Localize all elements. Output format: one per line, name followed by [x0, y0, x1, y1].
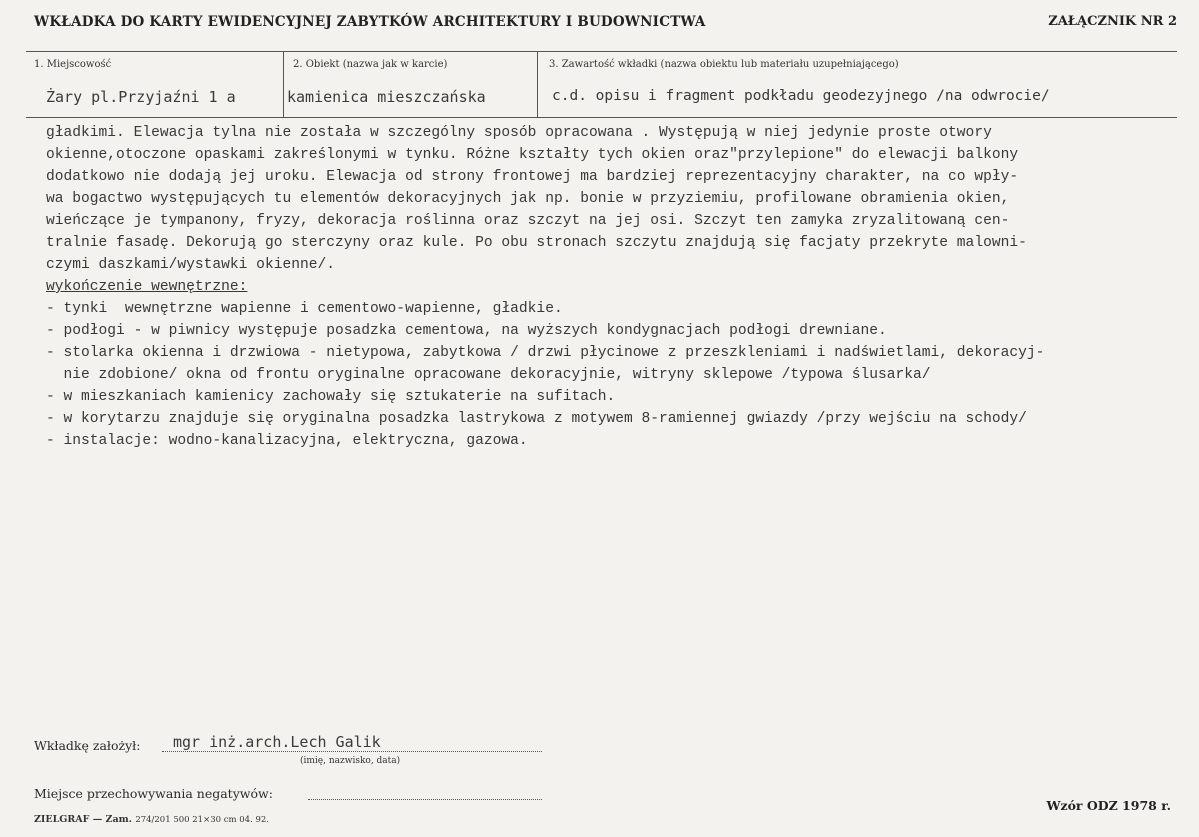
finishing-item: - w korytarzu znajduje się oryginalna posadzka lastrykowa z motywem 8-ramiennej gwiazdy /przy wejściu na schody/: [46, 411, 1027, 427]
author-dotted-line: [162, 751, 542, 752]
author-label: Wkładkę założył:: [34, 738, 141, 753]
object-value: kamienica mieszczańska: [287, 88, 486, 106]
description-line: czymi daszkami/wystawki okienne/.: [46, 257, 336, 273]
form-title: WKŁADKA DO KARTY EWIDENCYJNEJ ZABYTKÓW ARCHITEKTURY I BUDOWNICTWA: [34, 14, 706, 30]
author-value: mgr inż.arch.Lech Galik: [173, 733, 381, 751]
negatives-dotted-line: [308, 799, 542, 800]
locality-label: 1. Miejscowość: [34, 59, 112, 70]
description-line: okienne,otoczone opaskami zakreślonymi w tynku. Różne kształty tych okien oraz"przylepione" do elewacji balkony: [46, 147, 1019, 163]
finishing-item: - tynki wewnętrzne wapienne i cementowo-wapienne, gładkie.: [46, 301, 563, 317]
printer-name: ZIELGRAF — Zam.: [34, 814, 132, 825]
printer-order: 274/201 500 21×30 cm 04. 92.: [135, 815, 269, 825]
finishing-item: - w mieszkaniach kamienicy zachowały się sztukaterie na sufitach.: [46, 389, 616, 405]
object-label: 2. Obiekt (nazwa jak w karcie): [293, 59, 448, 70]
annex-number: ZAŁĄCZNIK NR 2: [1048, 14, 1177, 29]
description-line: tralnie fasadę. Dekorują go sterczyny oraz kule. Po obu stronach szczytu znajdują się facjaty przekryte malowni-: [46, 235, 1027, 251]
finishing-heading: wykończenie wewnętrzne:: [46, 279, 248, 295]
description-body: [46, 122, 1181, 452]
negatives-label: Miejsce przechowywania negatywów:: [34, 786, 273, 801]
finishing-item: nie zdobione/ okna od frontu oryginalne opracowane dekoracyjnie, witryny sklepowe /typowa ślusarka/: [46, 367, 931, 383]
contents-label: 3. Zawartość wkładki (nazwa obiektu lub materiału uzupełniającego): [549, 59, 899, 70]
description-line: wa bogactwo występujących tu elementów dekoracyjnych jak np. bonie w przyziemiu, profilowane obramienia okien,: [46, 191, 1010, 207]
locality-value: Żary pl.Przyjaźni 1 a: [46, 88, 236, 106]
field-divider-2: [537, 51, 538, 117]
description-line: gładkimi. Elewacja tylna nie została w szczególny sposób opracowana . Występują w niej jedynie proste otwory: [46, 125, 992, 141]
description-line: dodatkowo nie dodają jej uroku. Elewacja od strony frontowej ma bardziej reprezentacyjny charakter, na co wpły-: [46, 169, 1019, 185]
finishing-item: - instalacje: wodno-kanalizacyjna, elektryczna, gazowa.: [46, 433, 528, 449]
author-hint: (imię, nazwisko, data): [300, 756, 401, 766]
description-line: wieńczące je tympanony, fryzy, dekoracja roślinna oraz szczyt na jej osi. Szczyt ten zamyka zryzalitowaną cen-: [46, 213, 1010, 229]
finishing-item: - stolarka okienna i drzwiowa - nietypowa, zabytkowa / drzwi płycinowe z przeszkleniami i nadświetlami, dekoracyj-: [46, 345, 1045, 361]
form-code: Wzór ODZ 1978 r.: [1046, 798, 1171, 813]
header-rule: [26, 51, 1177, 52]
fields-rule: [26, 117, 1177, 118]
finishing-item: - podłogi - w piwnicy występuje posadzka cementowa, na wyższych kondygnacjach podłogi drewniane.: [46, 323, 887, 339]
field-divider-1: [283, 51, 284, 117]
printer-imprint: [34, 814, 269, 825]
contents-value: c.d. opisu i fragment podkładu geodezyjnego /na odwrocie/: [552, 88, 1050, 104]
